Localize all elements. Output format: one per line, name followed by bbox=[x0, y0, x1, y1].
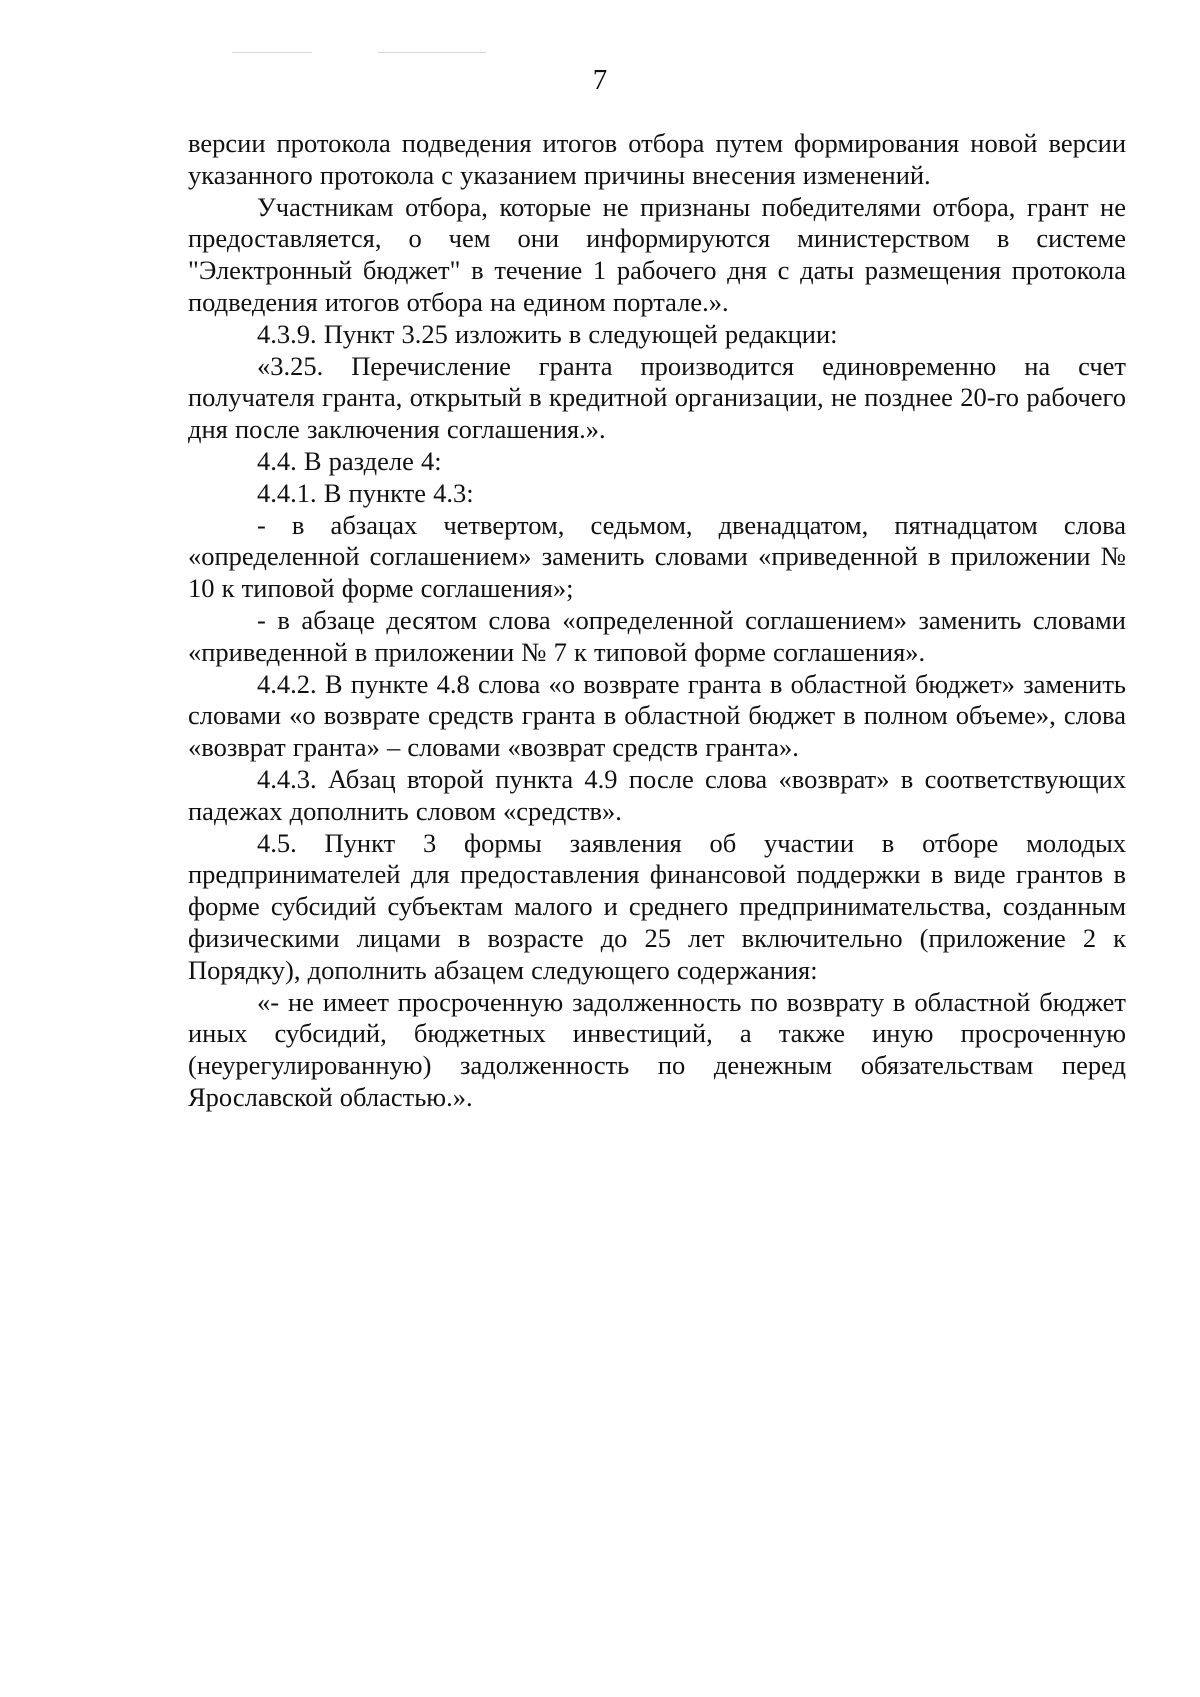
document-body bbox=[188, 128, 1126, 1114]
paragraph: 4.3.9. Пункт 3.25 изложить в следующей редакции: bbox=[257, 318, 838, 349]
paragraph: «3.25. Перечисление гранта производится единовременно на счет получателя гранта, открытый в кредитной организации, не позднее 20-го рабочего дня после заключения соглашения.». bbox=[188, 350, 1126, 445]
scan-artifact bbox=[378, 52, 486, 53]
paragraph: 4.4.1. В пункте 4.3: bbox=[257, 477, 474, 508]
paragraph: - в абзацах четвертом, седьмом, двенадцатом, пятнадцатом слова «определенной соглашением» заменить словами «приведенной в приложении № 10 к типовой форме соглашения»; bbox=[188, 509, 1126, 604]
paragraph: 4.5. Пункт 3 формы заявления об участии в отборе молодых предпринимателей для предоставления финансовой поддержки в виде грантов в форме субсидий субъектам малого и среднего предпринимательства, созданным физическими лицами в возрасте до 25 лет включительно (приложение 2 к Порядку), дополнить абзацем следующего содержания: bbox=[188, 827, 1126, 985]
paragraph: «- не имеет просроченную задолженность по возврату в областной бюджет иных субсидий, бюджетных инвестиций, а также иную просроченную (неурегулированную) задолженность по денежным обязательствам перед Ярославской областью.». bbox=[188, 986, 1126, 1112]
paragraph: 4.4. В разделе 4: bbox=[257, 445, 442, 476]
page-number: 7 bbox=[592, 64, 608, 96]
paragraph: Участникам отбора, которые не признаны победителями отбора, грант не предоставляется, о чем они информируются министерством в системе "Электронный бюджет" в течение 1 рабочего дня с даты размещения протокола подведения итогов отбора на едином портале.». bbox=[188, 191, 1126, 317]
paragraph: - в абзаце десятом слова «определенной соглашением» заменить словами «приведенной в приложении № 7 к типовой форме соглашения». bbox=[188, 604, 1126, 667]
paragraph: 4.4.3. Абзац второй пункта 4.9 после слова «возврат» в соответствующих падежах дополнить словом «средств». bbox=[188, 763, 1126, 826]
scan-artifact bbox=[232, 52, 312, 53]
paragraph: версии протокола подведения итогов отбора путем формирования новой версии указанного протокола с указанием причины внесения изменений. bbox=[188, 128, 1126, 190]
paragraph: 4.4.2. В пункте 4.8 слова «о возврате гранта в областной бюджет» заменить словами «о возврате средств гранта в областной бюджет в полном объеме», слова «возврат гранта» – словами «возврат средств гранта». bbox=[188, 668, 1126, 763]
